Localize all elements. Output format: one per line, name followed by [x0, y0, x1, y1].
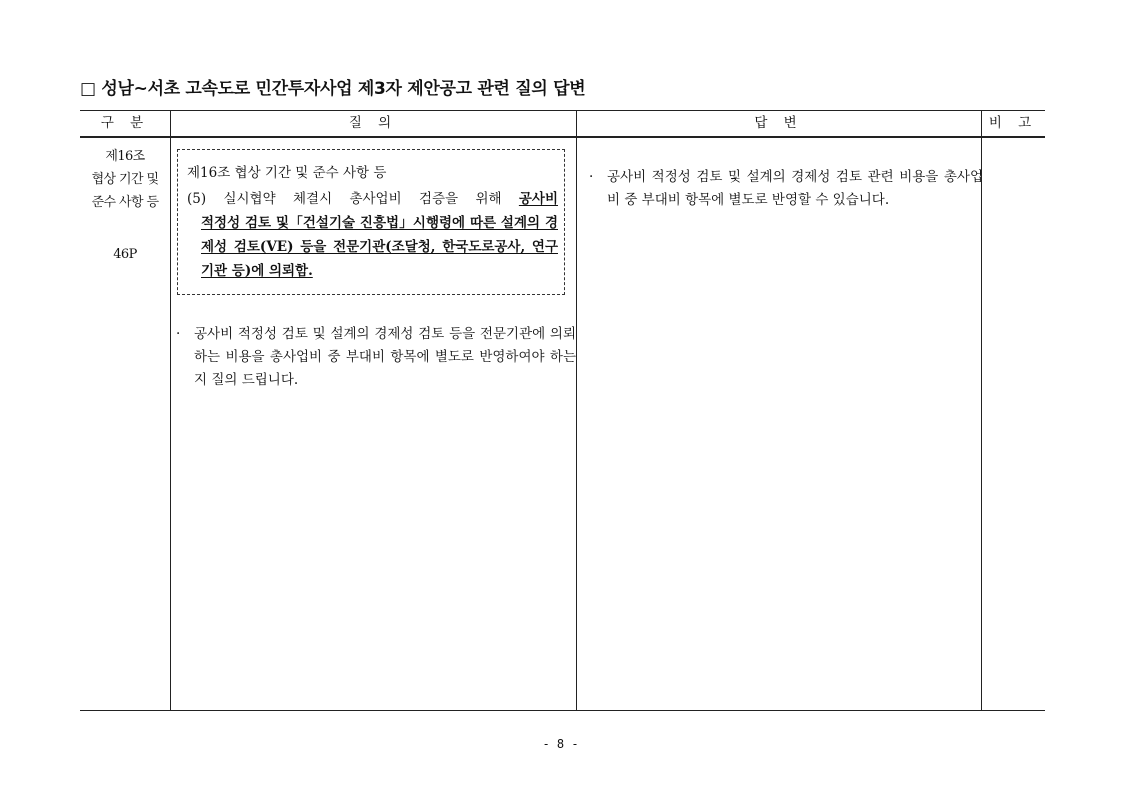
quoted-clause-emphasis: 공사비: [518, 191, 558, 207]
category-line: 제16조: [105, 149, 145, 164]
quoted-clause-text: (5) 실시협약 체결시 총사업비 검증을 위해: [187, 191, 519, 207]
column-divider: [576, 111, 577, 710]
qa-table: [80, 110, 1045, 711]
bullet-icon: ·: [176, 326, 181, 342]
quoted-clause-heading: 제16조 협상 기간 및 준수 사항 등: [187, 165, 387, 181]
document-title: □ 성남~서초 고속도로 민간투자사업 제3자 제안공고 관련 질의 답변: [80, 79, 586, 99]
answer-text: 공사비 적정성 검토 및 설계의 경제성 검토 관련 비용을 총사업비 중 부대비 항목에 별도로 반영할 수 있습니다.: [607, 169, 983, 208]
header-category: 구 분: [100, 115, 150, 131]
header-answer: 답 변: [754, 115, 803, 131]
page-number: - 8 -: [542, 737, 579, 751]
category-cell: [80, 145, 170, 266]
category-line: 협상 기간 및: [91, 172, 159, 187]
answer-text-block: [589, 166, 983, 212]
quoted-clause-item: [187, 187, 558, 211]
quoted-clause-box: [177, 149, 565, 295]
page-reference: 46P: [113, 247, 137, 262]
quoted-clause-emphasis-continued: 적정성 검토 및「건설기술 진흥법」시행령에 따른 설계의 경제성 검토(VE) 등을 전문기관(조달청, 한국도로공사, 연구기관 등)에 의뢰함.: [201, 215, 558, 279]
column-divider: [170, 111, 171, 710]
header-question: 질 의: [348, 115, 398, 131]
question-text: 공사비 적정성 검토 및 설계의 경제성 검토 등을 전문기관에 의뢰하는 비용을 총사업비 중 부대비 항목에 별도로 반영하여야 하는지 질의 드립니다.: [194, 326, 576, 388]
category-line: 준수 사항 등: [91, 195, 159, 210]
header-rule: [80, 136, 1045, 138]
bullet-icon: ·: [589, 169, 594, 185]
header-remarks: 비 고: [988, 115, 1038, 131]
question-text-block: [176, 323, 576, 392]
